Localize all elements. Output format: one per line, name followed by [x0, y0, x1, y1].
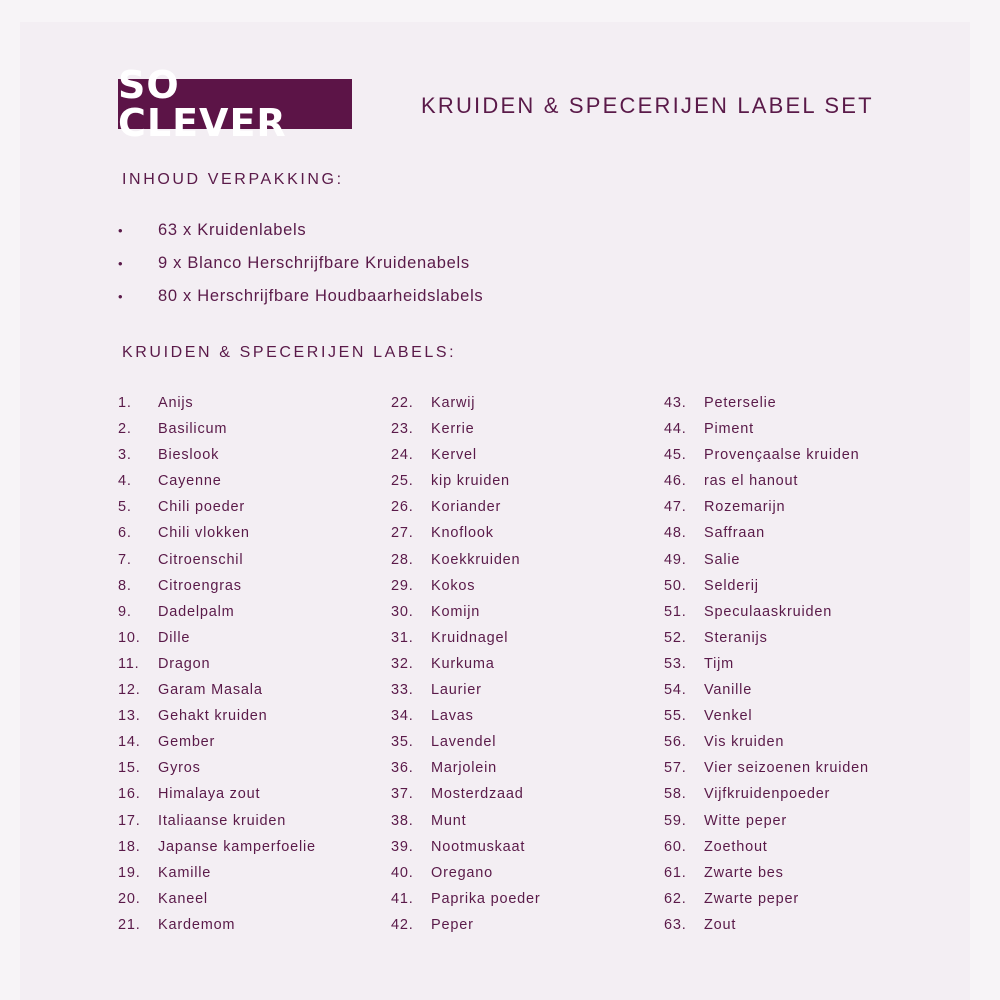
label-number: 1. — [118, 395, 132, 411]
label-name: Dragon — [158, 655, 211, 672]
labels-column-2 — [391, 390, 541, 938]
label-number: 51. — [664, 603, 687, 620]
label-list-item — [391, 416, 541, 442]
label-list-item — [118, 808, 316, 834]
label-number: 2. — [118, 421, 132, 438]
label-list-item — [118, 651, 316, 677]
label-list-item — [118, 703, 316, 729]
label-list-item — [118, 547, 316, 573]
label-list-item — [118, 599, 316, 625]
label-name: Basilicum — [158, 421, 228, 438]
label-list-item — [391, 808, 541, 834]
labels-heading: KRUIDEN & SPECERIJEN LABELS: — [122, 344, 457, 361]
label-number: 21. — [118, 916, 141, 933]
label-name: Speculaaskruiden — [704, 603, 833, 620]
label-name: Vanille — [704, 682, 753, 699]
label-name: Lavas — [431, 708, 474, 725]
label-number: 42. — [391, 916, 414, 933]
label-name: Salie — [704, 551, 741, 568]
label-list-item — [391, 520, 541, 546]
label-list-item — [118, 781, 316, 807]
label-number: 5. — [118, 499, 132, 516]
bullet-icon: • — [118, 256, 124, 271]
label-name: Zwarte peper — [704, 890, 800, 907]
label-name: Zout — [704, 916, 737, 933]
label-number: 28. — [391, 551, 414, 568]
label-list-item — [664, 703, 869, 729]
label-number: 18. — [118, 838, 141, 855]
label-number: 12. — [118, 682, 141, 699]
label-list-item — [664, 625, 869, 651]
contents-item — [118, 214, 483, 247]
label-name: Venkel — [704, 708, 753, 725]
label-list-item — [391, 834, 541, 860]
contents-item-label: 63 x Kruidenlabels — [158, 221, 307, 239]
label-list-item — [391, 547, 541, 573]
label-list-item — [664, 729, 869, 755]
label-number: 13. — [118, 708, 141, 725]
contents-list — [118, 214, 483, 313]
label-number: 46. — [664, 473, 687, 490]
label-number: 27. — [391, 525, 414, 542]
label-number: 30. — [391, 603, 414, 620]
label-number: 38. — [391, 812, 414, 829]
so-clever-logo — [118, 63, 352, 145]
label-list-item — [391, 651, 541, 677]
label-list-item — [391, 703, 541, 729]
label-list-item — [664, 912, 869, 938]
label-number: 11. — [118, 655, 140, 672]
label-list-item — [664, 834, 869, 860]
label-name: Laurier — [431, 682, 482, 699]
label-name: Zoethout — [704, 838, 768, 855]
contents-item-label: 9 x Blanco Herschrijfbare Kruidenabels — [158, 254, 470, 272]
label-name: Munt — [431, 812, 467, 829]
label-name: Zwarte bes — [704, 864, 784, 881]
label-name: Kamille — [158, 864, 212, 881]
label-number: 33. — [391, 682, 414, 699]
label-list-item — [118, 520, 316, 546]
label-list-item — [391, 494, 541, 520]
labels-column-1 — [118, 390, 316, 938]
label-name: Gehakt kruiden — [158, 708, 268, 725]
label-list-item — [664, 494, 869, 520]
label-list-item — [391, 599, 541, 625]
label-list-item — [118, 494, 316, 520]
label-number: 41. — [391, 890, 414, 907]
label-number: 39. — [391, 838, 414, 855]
label-number: 15. — [118, 760, 141, 777]
label-list-item — [664, 651, 869, 677]
label-list-item — [664, 547, 869, 573]
label-name: Kaneel — [158, 890, 208, 907]
label-name: Peterselie — [704, 395, 777, 411]
label-name: Gember — [158, 734, 216, 751]
label-list-item — [118, 390, 316, 416]
label-list-item — [118, 860, 316, 886]
label-name: Citroengras — [158, 577, 242, 594]
label-list-item — [664, 599, 869, 625]
label-number: 53. — [664, 655, 687, 672]
label-name: Kardemom — [158, 916, 236, 933]
label-name: Saffraan — [704, 525, 765, 542]
label-name: Kervel — [431, 447, 477, 464]
label-name: Selderij — [704, 577, 759, 594]
label-list-item — [664, 781, 869, 807]
label-name: Gyros — [158, 760, 201, 777]
label-number: 19. — [118, 864, 141, 881]
label-number: 22. — [391, 395, 414, 411]
page-title: KRUIDEN & SPECERIJEN LABEL SET — [421, 93, 874, 118]
label-name: Mosterdzaad — [431, 786, 524, 803]
label-number: 6. — [118, 525, 132, 542]
label-list-item — [118, 729, 316, 755]
label-name: Nootmuskaat — [431, 838, 526, 855]
label-list-item — [391, 390, 541, 416]
label-name: Knoflook — [431, 525, 494, 542]
label-list-item — [391, 860, 541, 886]
label-name: Garam Masala — [158, 682, 263, 699]
label-number: 7. — [118, 551, 132, 568]
label-number: 57. — [664, 760, 687, 777]
label-name: Steranijs — [704, 629, 768, 646]
label-list-item — [118, 625, 316, 651]
label-number: 24. — [391, 447, 414, 464]
label-name: Piment — [704, 421, 754, 438]
label-name: Anijs — [158, 395, 194, 411]
label-list-item — [664, 416, 869, 442]
label-name: Kerrie — [431, 421, 475, 438]
contents-item — [118, 247, 483, 280]
label-list-item — [664, 755, 869, 781]
label-number: 54. — [664, 682, 687, 699]
label-list-item — [391, 886, 541, 912]
label-name: Paprika poeder — [431, 890, 541, 907]
label-list-item — [391, 442, 541, 468]
label-number: 40. — [391, 864, 414, 881]
label-list-item — [118, 468, 316, 494]
logo-text: SO CLEVER — [118, 63, 287, 145]
label-number: 34. — [391, 708, 414, 725]
label-number: 47. — [664, 499, 687, 516]
label-number: 17. — [118, 812, 141, 829]
label-number: 23. — [391, 421, 414, 438]
label-name: Himalaya zout — [158, 786, 261, 803]
label-number: 32. — [391, 655, 414, 672]
label-number: 35. — [391, 734, 414, 751]
label-name: Lavendel — [431, 734, 497, 751]
label-name: Bieslook — [158, 447, 220, 464]
label-list-item — [118, 677, 316, 703]
label-name: Karwij — [431, 395, 476, 411]
label-list-item — [391, 781, 541, 807]
label-list-item — [664, 390, 869, 416]
label-list-item — [118, 834, 316, 860]
label-list-item — [118, 755, 316, 781]
label-name: Koriander — [431, 499, 502, 516]
label-number: 56. — [664, 734, 687, 751]
label-number: 8. — [118, 577, 132, 594]
label-name: Komijn — [431, 603, 481, 620]
label-list-item — [391, 677, 541, 703]
label-number: 3. — [118, 447, 132, 464]
label-list-item — [664, 886, 869, 912]
contents-item-label: 80 x Herschrijfbare Houdbaarheidslabels — [158, 287, 484, 305]
label-number: 49. — [664, 551, 687, 568]
label-name: Witte peper — [704, 812, 787, 829]
label-name: Koekkruiden — [431, 551, 521, 568]
label-name: Rozemarijn — [704, 499, 786, 516]
label-name: Kokos — [431, 577, 476, 594]
label-number: 44. — [664, 421, 687, 438]
label-number: 36. — [391, 760, 414, 777]
label-name: Vijfkruidenpoeder — [704, 786, 831, 803]
label-list-item — [664, 808, 869, 834]
label-list-item — [664, 468, 869, 494]
label-number: 31. — [391, 629, 414, 646]
label-list-item — [118, 912, 316, 938]
label-number: 55. — [664, 708, 687, 725]
label-list-item — [118, 886, 316, 912]
label-number: 14. — [118, 734, 141, 751]
label-number: 52. — [664, 629, 687, 646]
label-name: Vis kruiden — [704, 734, 785, 751]
label-list-item — [664, 860, 869, 886]
label-list-item — [118, 573, 316, 599]
label-name: ras el hanout — [704, 473, 799, 490]
label-name: Chili vlokken — [158, 525, 250, 542]
label-number: 63. — [664, 916, 687, 933]
label-number: 10. — [118, 629, 141, 646]
label-number: 59. — [664, 812, 687, 829]
label-name: kip kruiden — [431, 473, 510, 490]
bullet-icon: • — [118, 223, 124, 238]
label-name: Citroenschil — [158, 551, 244, 568]
bullet-icon: • — [118, 289, 124, 304]
label-number: 4. — [118, 473, 132, 490]
label-number: 61. — [664, 864, 687, 881]
label-list-item — [664, 520, 869, 546]
label-name: Oregano — [431, 864, 494, 881]
label-name: Chili poeder — [158, 499, 245, 516]
label-list-item — [391, 573, 541, 599]
label-name: Kurkuma — [431, 655, 495, 672]
label-list-item — [391, 729, 541, 755]
label-number: 29. — [391, 577, 414, 594]
label-list-item — [391, 755, 541, 781]
label-name: Vier seizoenen kruiden — [704, 760, 869, 777]
label-number: 43. — [664, 395, 687, 411]
contents-item — [118, 280, 483, 313]
label-name: Peper — [431, 916, 474, 933]
label-number: 25. — [391, 473, 414, 490]
label-name: Tijm — [704, 655, 735, 672]
label-list-item — [664, 677, 869, 703]
label-list-item — [391, 625, 541, 651]
label-list-item — [391, 468, 541, 494]
label-number: 45. — [664, 447, 687, 464]
label-name: Marjolein — [431, 760, 498, 777]
label-number: 50. — [664, 577, 687, 594]
label-list-item — [664, 442, 869, 468]
label-list-item — [118, 416, 316, 442]
label-number: 48. — [664, 525, 687, 542]
label-list-item — [391, 912, 541, 938]
label-number: 37. — [391, 786, 414, 803]
label-name: Dille — [158, 629, 191, 646]
label-number: 58. — [664, 786, 687, 803]
labels-column-3 — [664, 390, 869, 938]
label-list-item — [664, 573, 869, 599]
label-number: 20. — [118, 890, 141, 907]
label-number: 9. — [118, 603, 132, 620]
label-name: Provençaalse kruiden — [704, 447, 860, 464]
label-list-item — [118, 442, 316, 468]
contents-heading: INHOUD VERPAKKING: — [122, 171, 344, 188]
label-name: Kruidnagel — [431, 629, 509, 646]
label-name: Dadelpalm — [158, 603, 235, 620]
label-number: 60. — [664, 838, 687, 855]
label-number: 16. — [118, 786, 141, 803]
label-name: Japanse kamperfoelie — [158, 838, 316, 855]
label-name: Cayenne — [158, 473, 222, 490]
label-number: 62. — [664, 890, 687, 907]
label-name: Italiaanse kruiden — [158, 812, 287, 829]
label-number: 26. — [391, 499, 414, 516]
